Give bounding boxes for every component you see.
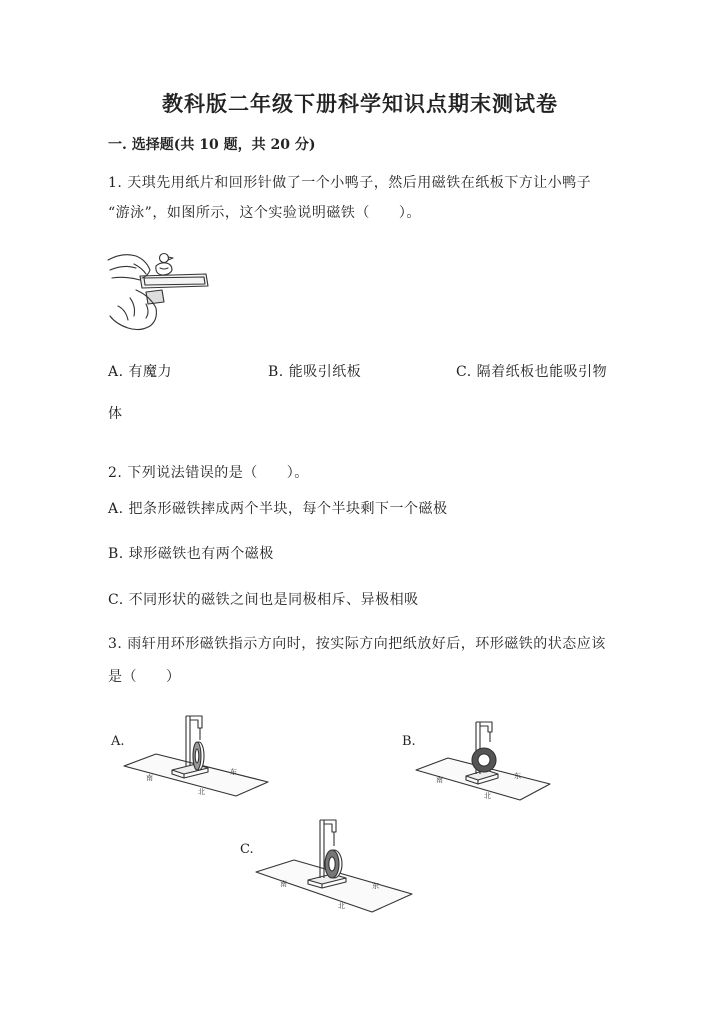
svg-text:东: 东 <box>372 882 379 890</box>
q1-stem-line2: “游泳”，如图所示，这个实验说明磁铁（ ）。 <box>108 205 421 221</box>
q2-option-b[interactable]: B. 球形磁铁也有两个磁极 <box>108 546 274 562</box>
page-title: 教科版二年级下册科学知识点期末测试卷 <box>162 91 558 116</box>
q2-option-a[interactable]: A. 把条形磁铁摔成两个半块，每个半块剩下一个磁极 <box>108 501 448 517</box>
q3-stem-line1: 3. 雨轩用环形磁铁指示方向时，按实际方向把纸放好后，环形磁铁的状态应该 <box>108 636 606 652</box>
section-heading: 一. 选择题(共 10 题，共 20 分) <box>108 137 316 153</box>
svg-text:南: 南 <box>146 774 153 782</box>
svg-text:东: 东 <box>514 772 521 780</box>
q1-stem-line1: 1. 天琪先用纸片和回形针做了一个小鸭子，然后用磁铁在纸板下方让小鸭子 <box>108 175 592 191</box>
q1-option-a[interactable]: A. 有魔力 <box>108 364 173 380</box>
q3-option-b-label[interactable]: B. <box>402 734 416 749</box>
q3-option-c-figure[interactable] <box>254 818 416 914</box>
q3-stem-line2: 是（ ） <box>108 669 181 685</box>
q3-option-a-figure[interactable] <box>122 714 272 798</box>
svg-text:东: 东 <box>230 768 237 776</box>
svg-text:南: 南 <box>436 776 443 784</box>
q3-option-b-figure[interactable] <box>414 720 554 804</box>
q1-duck-illustration <box>106 246 216 336</box>
q1-option-c-continued: 体 <box>108 406 123 422</box>
q2-stem: 2. 下列说法错误的是（ ）。 <box>108 465 309 481</box>
svg-text:南: 南 <box>280 880 287 888</box>
q2-option-c[interactable]: C. 不同形状的磁铁之间也是同极相斥、异极相吸 <box>108 592 419 608</box>
svg-text:北: 北 <box>198 788 205 796</box>
q1-option-b[interactable]: B. 能吸引纸板 <box>268 364 362 380</box>
svg-text:北: 北 <box>338 902 345 910</box>
q1-option-c[interactable]: C. 隔着纸板也能吸引物 <box>456 364 608 380</box>
q3-option-a-label[interactable]: A. <box>111 734 125 749</box>
q3-option-c-label[interactable]: C. <box>240 842 254 857</box>
svg-text:北: 北 <box>484 792 491 800</box>
